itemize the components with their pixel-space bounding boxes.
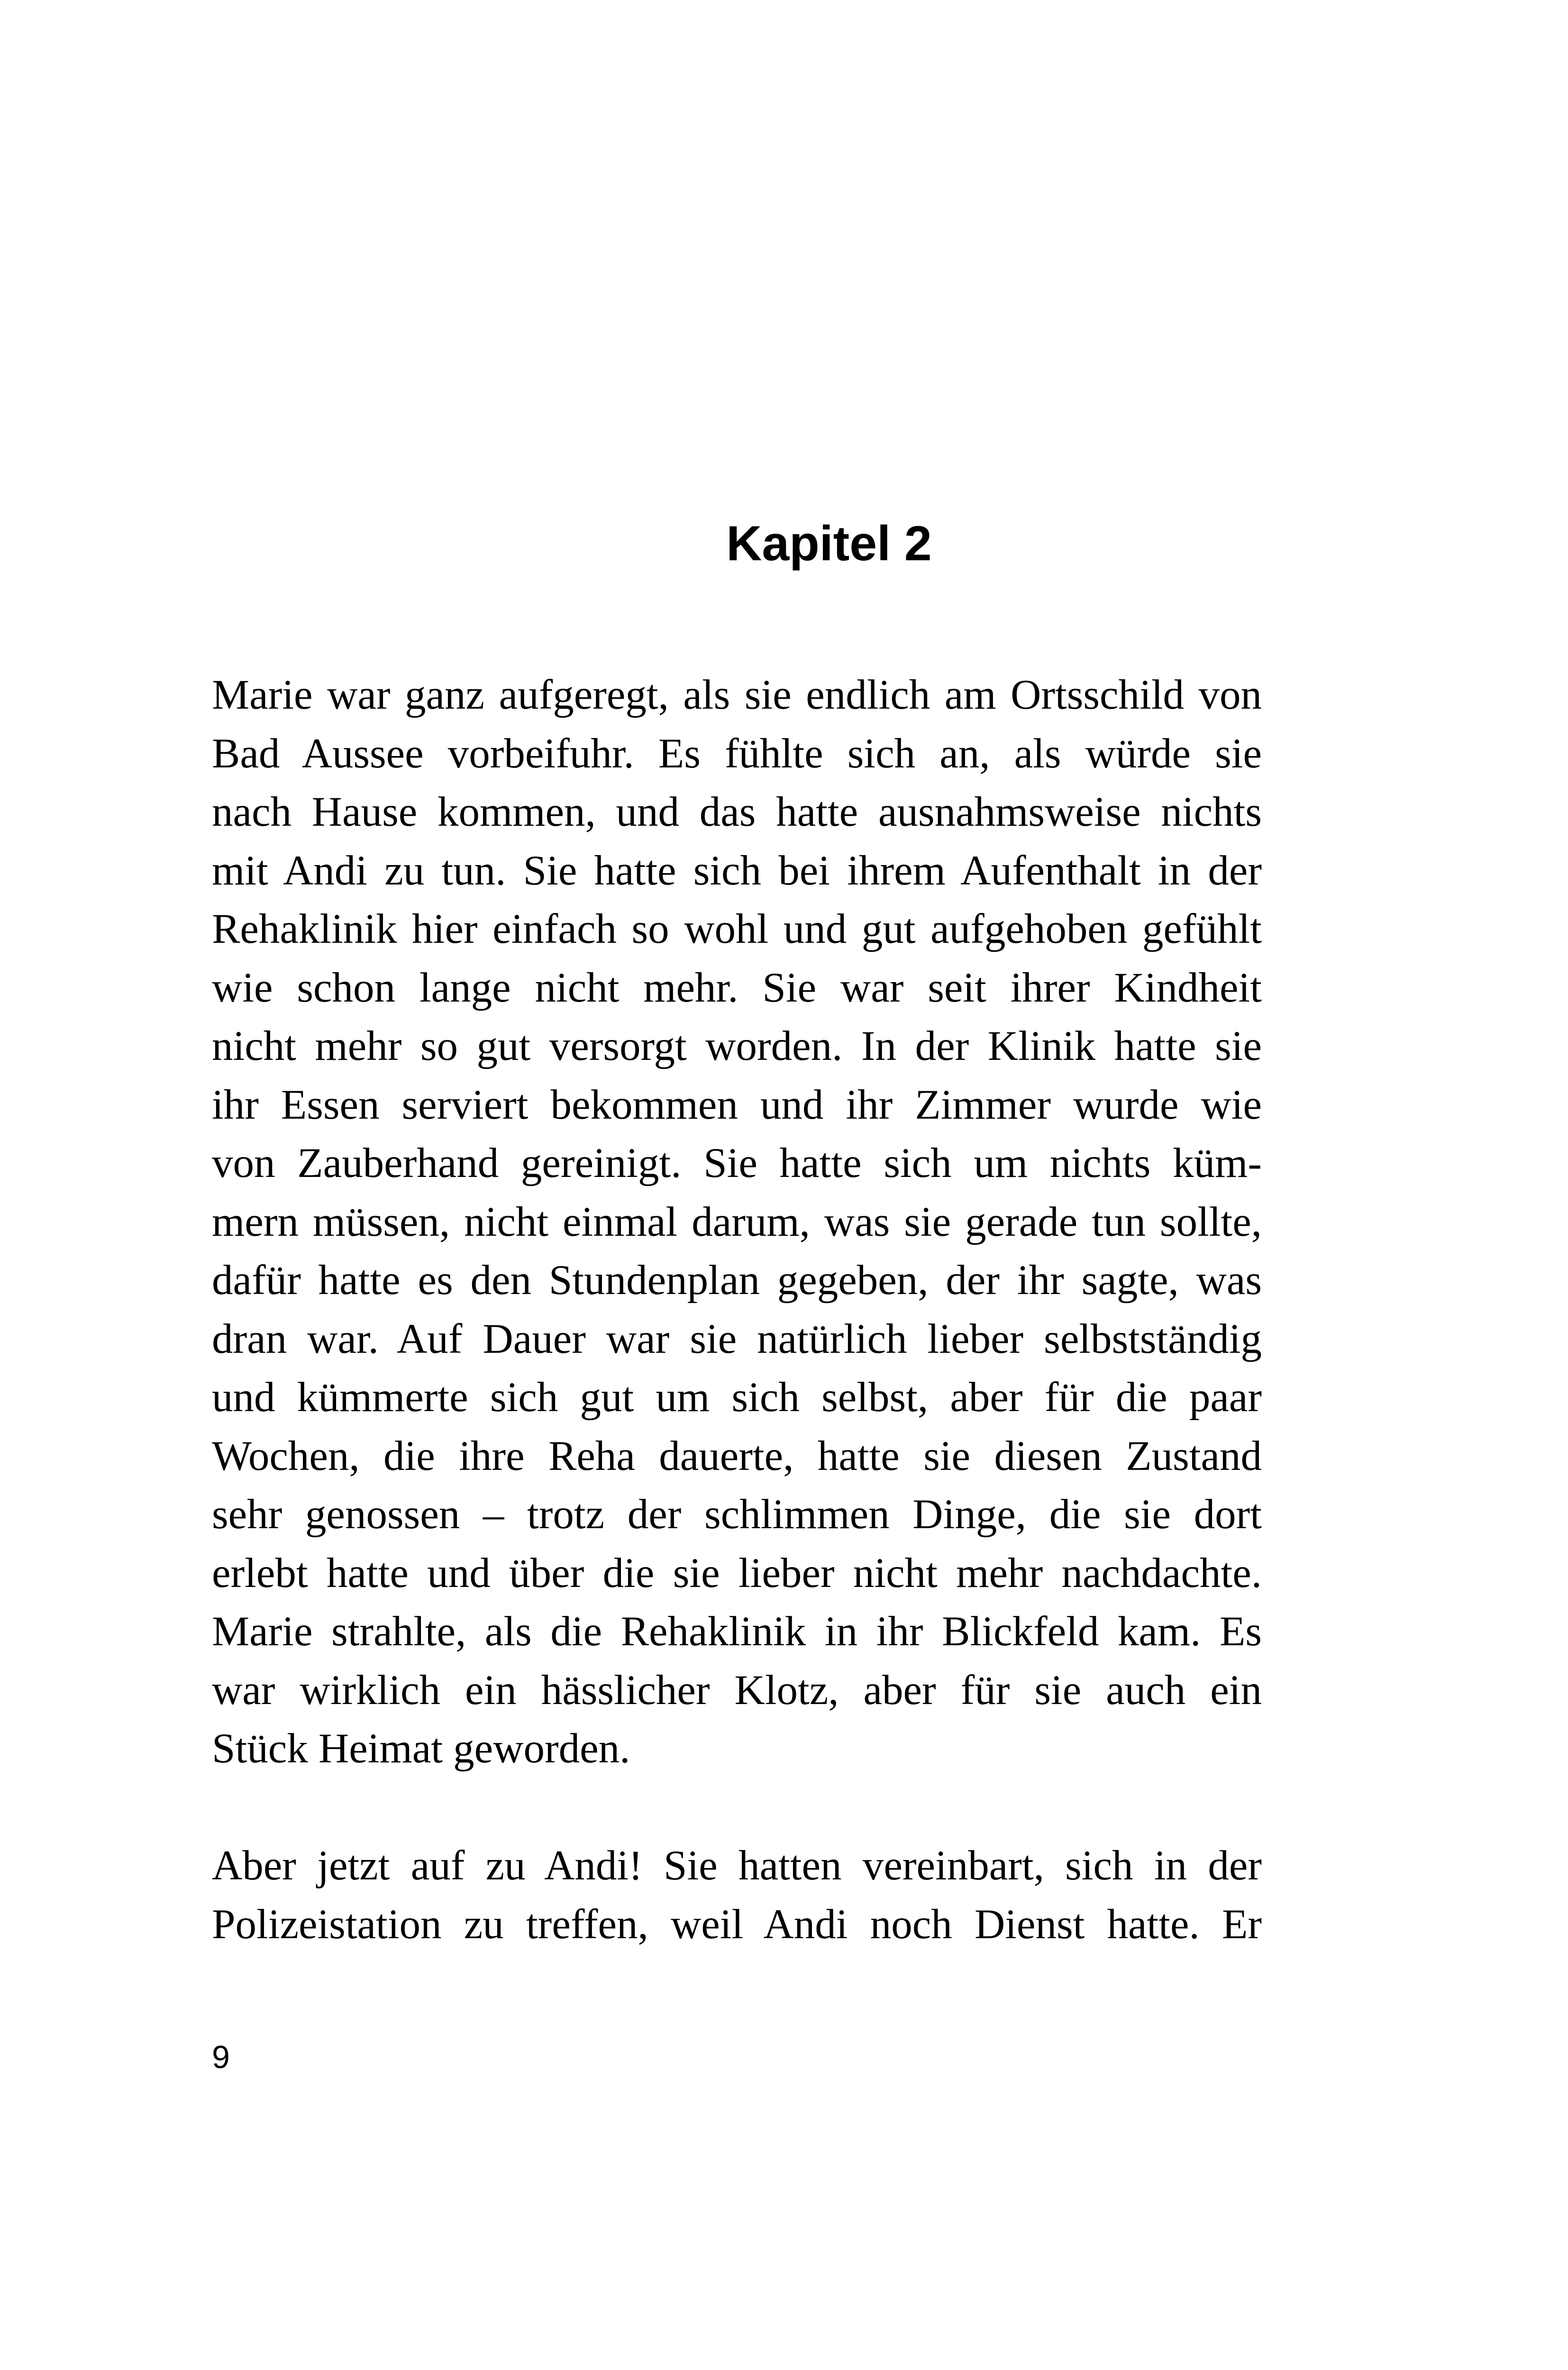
text-line: Bad Aussee vorbeifuhr. Es fühlte sich an, als würde sie xyxy=(212,730,1262,777)
text-line: und kümmerte sich gut um sich selbst, aber für die paar xyxy=(212,1374,1262,1421)
text-line: war wirklich ein hässlicher Klotz, aber für sie auch ein xyxy=(212,1667,1262,1714)
text-line: nach Hause kommen, und das hatte ausnahmsweise nichts xyxy=(212,789,1262,835)
text-line: Polizeistation zu treffen, weil Andi noch Dienst hatte. Er xyxy=(212,1901,1262,1948)
chapter-title: Kapitel 2 xyxy=(726,516,932,571)
text-line: erlebt hatte und über die sie lieber nicht mehr nachdachte. xyxy=(212,1550,1262,1596)
text-line: Rehaklinik hier einfach so wohl und gut aufgehoben gefühlt xyxy=(212,906,1262,952)
text-line: mern müssen, nicht einmal darum, was sie gerade tun sollte, xyxy=(212,1198,1262,1245)
text-line: Marie strahlte, als die Rehaklinik in ihr Blickfeld kam. Es xyxy=(212,1608,1262,1655)
text-line: Wochen, die ihre Reha dauerte, hatte sie diesen Zustand xyxy=(212,1432,1262,1479)
page-number: 9 xyxy=(212,2039,230,2075)
text-line: von Zauberhand gereinigt. Sie hatte sich um nichts küm- xyxy=(212,1140,1262,1186)
body-text xyxy=(212,666,1262,1954)
text-line: dafür hatte es den Stundenplan gegeben, der ihr sagte, was xyxy=(212,1257,1262,1304)
paragraph-2 xyxy=(212,1837,1262,1954)
text-line: Stück Heimat geworden. xyxy=(212,1725,630,1772)
text-line: ihr Essen serviert bekommen und ihr Zimmer wurde wie xyxy=(212,1081,1262,1128)
text-line: wie schon lange nicht mehr. Sie war seit ihrer Kindheit xyxy=(212,964,1262,1011)
text-line: nicht mehr so gut versorgt worden. In der Klinik hatte sie xyxy=(212,1023,1262,1069)
text-line: Aber jetzt auf zu Andi! Sie hatten vereinbart, sich in der xyxy=(212,1842,1262,1889)
paragraph-1 xyxy=(212,666,1262,1778)
text-line: sehr genossen – trotz der schlimmen Dinge, die sie dort xyxy=(212,1491,1262,1538)
text-line: Marie war ganz aufgeregt, als sie endlich am Ortsschild von xyxy=(212,672,1262,718)
text-line: dran war. Auf Dauer war sie natürlich lieber selbstständig xyxy=(212,1315,1262,1362)
text-line: mit Andi zu tun. Sie hatte sich bei ihrem Aufenthalt in der xyxy=(212,847,1262,894)
